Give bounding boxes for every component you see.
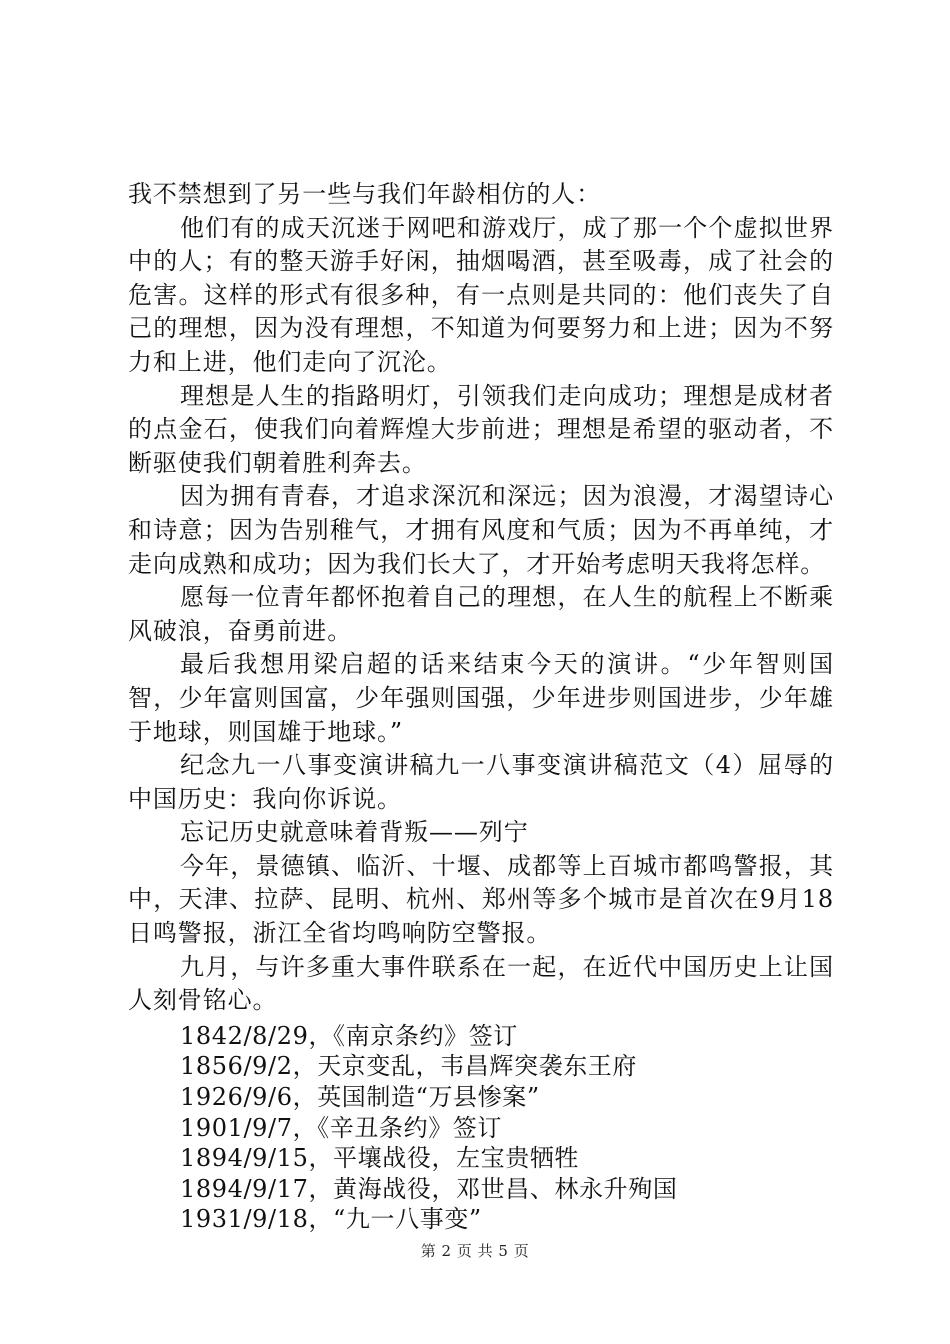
paragraph: 因为拥有青春，才追求深沉和深远；因为浪漫，才渴望诗心和诗意；因为告别稚气，才拥有风度和气质；因为不再单纯，才走向成熟和成功；因为我们长大了，才开始考虑明天我将怎样。 bbox=[128, 482, 834, 578]
paragraph: 他们有的成天沉迷于网吧和游戏厅，成了那一个个虚拟世界中的人；有的整天游手好闲，抽烟喝酒，甚至吸毒，成了社会的危害。这样的形式有很多种，有一点则是共同的：他们丧失了自己的理想，因为没有理想，不知道为何要努力和上进；因为不努力和上进，他们走向了沉沦。 bbox=[128, 213, 834, 376]
paragraph: 愿每一位青年都怀抱着自己的理想，在人生的航程上不断乘风破浪，奋勇前进。 bbox=[128, 583, 834, 645]
paragraph: 今年，景德镇、临沂、十堰、成都等上百城市都鸣警报，其中，天津、拉萨、昆明、杭州、郑州等多个城市是首次在9月18日鸣警报，浙江全省均鸣响防空警报。 bbox=[128, 851, 834, 948]
event-item: 1901/9/7，《辛丑条约》签订 bbox=[180, 1113, 502, 1142]
event-item: 1926/9/6，英国制造“万县惨案” bbox=[180, 1083, 540, 1112]
event-item: 1931/9/18，“九一八事变” bbox=[180, 1205, 482, 1234]
paragraph: 纪念九一八事变演讲稿九一八事变演讲稿范文（4）屈辱的中国历史：我向你诉说。 bbox=[128, 751, 834, 813]
event-item: 1894/9/15，平壤战役，左宝贵牺牲 bbox=[180, 1144, 580, 1173]
event-item: 1856/9/2，天京变乱，韦昌辉突袭东王府 bbox=[180, 1052, 637, 1081]
paragraph: 最后我想用梁启超的话来结束今天的演讲。“少年智则国智，少年富则国富，少年强则国强，少年进步则国进步，少年雄于地球，则国雄于地球。” bbox=[128, 650, 834, 746]
paragraph: 理想是人生的指路明灯，引领我们走向成功；理想是成材者的点金石，使我们向着辉煌大步前进；理想是希望的驱动者，不断驱使我们朝着胜利奔去。 bbox=[128, 381, 834, 477]
paragraph: 我不禁想到了另一些与我们年龄相仿的人： bbox=[128, 180, 602, 208]
paragraph: 九月，与许多重大事件联系在一起，在近代中国历史上让国人刻骨铭心。 bbox=[128, 952, 834, 1015]
page-footer: 第 2 页 共 5 页 bbox=[420, 1242, 530, 1260]
event-list bbox=[128, 1021, 834, 1235]
document-body bbox=[128, 178, 834, 1235]
paragraph: 忘记历史就意味着背叛——列宁 bbox=[180, 818, 529, 847]
event-item: 1842/8/29，《南京条约》签订 bbox=[180, 1021, 518, 1050]
event-item: 1894/9/17，黄海战役，邓世昌、林永升殉国 bbox=[180, 1174, 678, 1203]
